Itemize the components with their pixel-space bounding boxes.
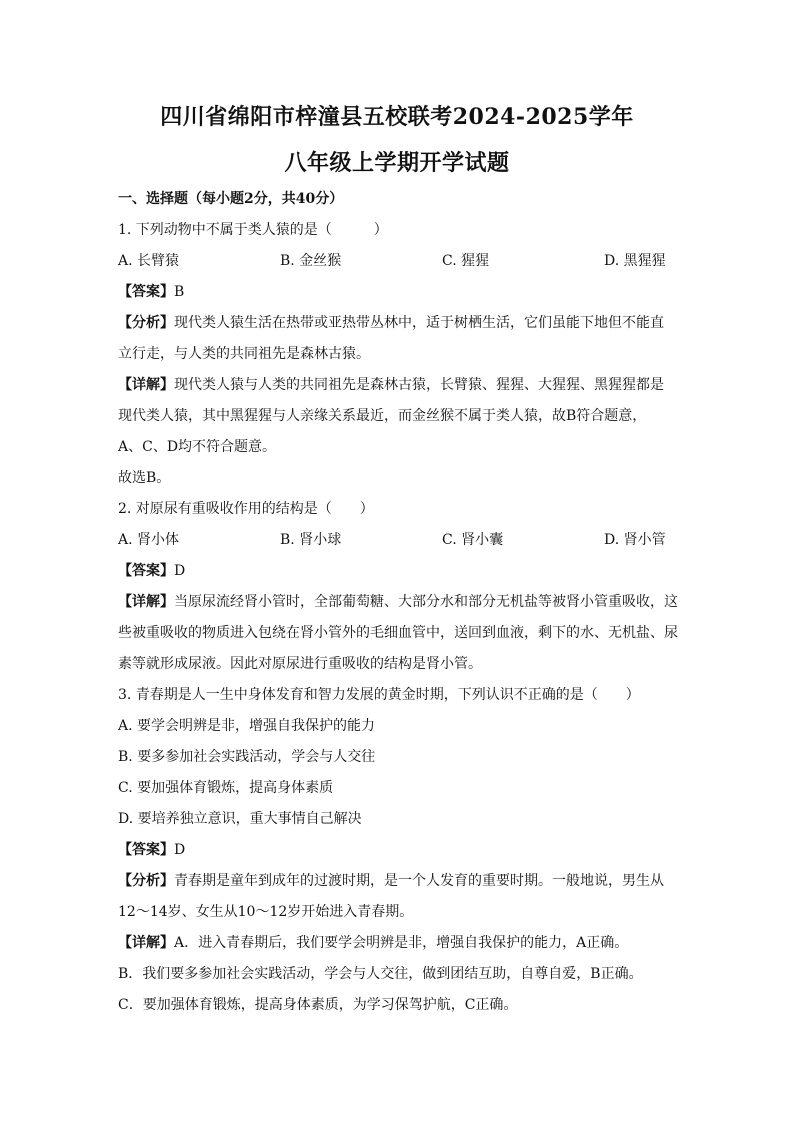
- analysis-tag: 【分析】: [118, 873, 174, 889]
- detail-text: 当原尿流经肾小管时，全部葡萄糖、大部分水和部分无机盐等被肾小管重吸收，这: [174, 594, 678, 610]
- detail-line: [118, 370, 676, 401]
- answer-value: D: [174, 563, 186, 579]
- option-c: C. 猩猩: [442, 253, 490, 269]
- detail-tag: 【详解】: [118, 935, 174, 951]
- document-title-line1: 四川省绵阳市梓潼县五校联考2024-2025学年: [160, 104, 634, 130]
- question-stem: 1. 下列动物中不属于类人猿的是（ ）: [118, 222, 388, 238]
- detail-text: A．进入青春期后，我们要学会明辨是非，增强自我保护的能力，A正确。: [174, 935, 629, 951]
- option-c: C. 要加强体育锻炼，提高身体素质: [118, 780, 334, 796]
- document-title-line2: 八年级上学期开学试题: [284, 150, 510, 176]
- detail-line: A、C、D均不符合题意。: [118, 439, 277, 455]
- analysis-line: 立行走，与人类的共同祖先是森林古猿。: [118, 346, 370, 362]
- section-heading: 一、选择题（每小题2分，共40分）: [118, 191, 344, 207]
- question-stem: 2. 对原尿有重吸收作用的结构是（ ）: [118, 501, 374, 517]
- answer-line: [118, 835, 676, 866]
- analysis-line: 12～14岁、女生从10～12岁开始进入青春期。: [118, 904, 414, 920]
- option-d: D. 黑猩猩: [604, 253, 666, 269]
- option-a: A. 要学会明辨是非，增强自我保护的能力: [118, 718, 376, 734]
- option-a: A. 长臂猿: [118, 253, 180, 269]
- option-a: A. 肾小体: [118, 532, 180, 548]
- answer-value: B: [174, 284, 185, 300]
- analysis-line: [118, 866, 676, 897]
- option-b: B. 肾小球: [280, 532, 342, 548]
- answer-line: [118, 556, 676, 587]
- detail-line: C．要加强体育锻炼，提高身体素质，为学习保驾护航，C正确。: [118, 997, 518, 1013]
- detail-line: 素等就形成尿液。因此对原尿进行重吸收的结构是肾小管。: [118, 656, 482, 672]
- option-d: D. 肾小管: [604, 532, 666, 548]
- detail-line: 现代类人猿，其中黑猩猩与人亲缘关系最近，而金丝猴不属于类人猿，故B符合题意，: [118, 408, 647, 424]
- option-b: B. 金丝猴: [280, 253, 342, 269]
- question-2: [118, 494, 676, 680]
- answer-tag: 【答案】: [118, 284, 174, 300]
- question-stem: 3. 青春期是人一生中身体发育和智力发展的黄金时期，下列认识不正确的是（ ）: [118, 687, 640, 703]
- option-row: [118, 246, 676, 277]
- analysis-text: 现代类人猿生活在热带或亚热带丛林中，适于树栖生活，它们虽能下地但不能直: [174, 315, 664, 331]
- analysis-line: [118, 308, 676, 339]
- detail-line: 故选B。: [118, 470, 171, 486]
- option-b: B. 要多参加社会实践活动，学会与人交往: [118, 749, 376, 765]
- option-d: D. 要培养独立意识，重大事情自己解决: [118, 811, 362, 827]
- answer-tag: 【答案】: [118, 842, 174, 858]
- detail-line: 些被重吸收的物质进入包绕在肾小管外的毛细血管中，送回到血液，剩下的水、无机盐、尿: [118, 625, 678, 641]
- answer-value: D: [174, 842, 186, 858]
- option-c: C. 肾小囊: [442, 532, 504, 548]
- detail-line: [118, 587, 676, 618]
- analysis-text: 青春期是童年到成年的过渡时期，是一个人发育的重要时期。一般地说，男生从: [174, 873, 664, 889]
- analysis-tag: 【分析】: [118, 315, 174, 331]
- question-1: [118, 215, 676, 494]
- answer-tag: 【答案】: [118, 563, 174, 579]
- detail-text: 现代类人猿与人类的共同祖先是森林古猿，长臂猿、猩猩、大猩猩、黑猩猩都是: [174, 377, 664, 393]
- detail-tag: 【详解】: [118, 594, 174, 610]
- question-3: [118, 680, 676, 1021]
- detail-line: B．我们要多参加社会实践活动，学会与人交往，做到团结互助，自尊自爱，B正确。: [118, 966, 643, 982]
- answer-line: [118, 277, 676, 308]
- detail-tag: 【详解】: [118, 377, 174, 393]
- option-row: [118, 525, 676, 556]
- detail-line: [118, 928, 676, 959]
